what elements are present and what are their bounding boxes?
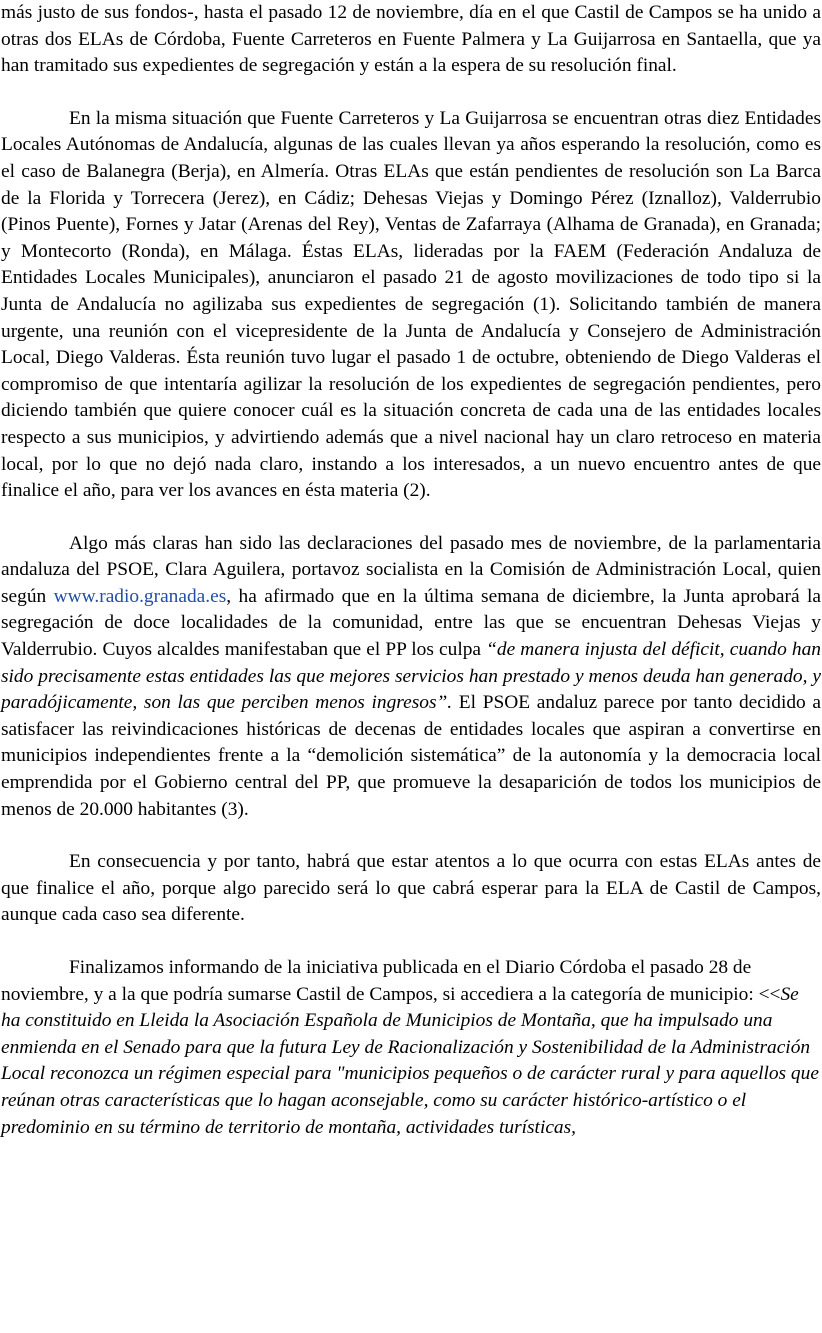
paragraph-3-text-c: El PSOE andaluz parece por tanto decidido a satisfacer las reivindicaciones históricas de decenas de entidades locales que aspiran a convertirse en municipios independientes frente a la “demolición sistemática” de la autonomía y la democracia local emprendida por el Gobierno central del PP, que promueve la desaparición de todos los municipios de menos de 20.000 habitantes (3). [1,692,821,820]
paragraph-4: En consecuencia y por tanto, habrá que estar atentos a lo que ocurra con estas ELAs antes de que finalice el año, porque algo parecido será lo que cabrá esperar para la ELA de Castil de Campos, aunque cada caso sea diferente. [1,851,821,926]
paragraph-3-quote: “de manera injusta del déficit, cuando han sido precisamente estas entidades las que mejores servicios han prestado y menos deuda han generado, y paradójicamente, son las que perciben menos ingresos”. [1,639,822,714]
paragraph-2: En la misma situación que Fuente Carreteros y La Guijarrosa se encuentran otras diez Entidades Locales Autónomas de Andalucía, algunas de las cuales llevan ya años esperando la resolución, como es el caso de Balanegra (Berja), en Almería. Otras ELAs que están pendientes de resolución son La Barca de la Florida y Torrecera (Jerez), en Cádiz; Dehesas Viejas y Domingo Pérez (Iznalloz), Valderrubio (Pinos Puente), Fornes y Jatar (Arenas del Rey), Ventas de Zafarraya (Alhama de Granada), en Granada; y Montecorto (Ronda), en Málaga. Éstas ELAs, lideradas por la FAEM (Federación Andaluza de Entidades Locales Municipales), anunciaron el pasado 21 de agosto movilizaciones de todo tipo si la Junta de Andalucía no agilizaba sus expedientes de segregación (1). Solicitando también de manera urgente, una reunión con el vicepresidente de la Junta de Andalucía y Consejero de Administración Local, Diego Valderas. Ésta reunión tuvo lugar el pasado 1 de octubre, obteniendo de Diego Valderas el compromiso de que intentaría agilizar la resolución de los expedientes de segregación pendientes, pero diciendo también que quiere conocer cuál es la situación concreta de cada una de las entidades locales respecto a sus municipios, y advirtiendo además que a nivel nacional hay un claro retroceso en materia local, por lo que no dejó nada claro, instando a los interesados, a un nuevo encuentro antes de que finalice el año, para ver los avances en ésta materia (2). [1,107,821,502]
paragraph-3-text-b: , ha afirmado que en la última semana de diciembre, la Junta aprobará la segregación de doce localidades de la comunidad, entre las que se encuentran Dehesas Viejas y Valderrubio. Cuyos alcaldes manifestaban que el PP los culpa [1,585,821,661]
paragraph-1: más justo de sus fondos-, hasta el pasado 12 de noviembre, día en el que Castil de Campos se ha unido a otras dos ELAs de Córdoba, Fuente Carreteros en Fuente Palmera y La Guijarrosa en Santaella, que ya han tramitado sus expedientes de segregación y están a la espera de su resolución final. [1,2,821,77]
document-page [1,0,821,1141]
paragraph-5-intro: Finalizamos informando de la iniciativa publicada en el Diario Córdoba el pasado 28 de noviembre, y a la que podría sumarse Castil de Campos, si accediera a la categoría de municipio: << [1,957,781,1005]
paragraph-5-quote: Se ha constituido en Lleida la Asociación Española de Municipios de Montaña, que ha impulsado una enmienda en el Senado para que la futura Ley de Racionalización y Sostenibilidad de la Administración Local reconozca un régimen especial para "municipios pequeños o de carácter rural y para aquellos que reúnan otras características que lo hagan aconsejable, como su carácter histórico-artístico o el predominio en su término de territorio de montaña, actividades turísticas, [1,983,819,1138]
paragraph-3 [1,531,821,824]
paragraph-5 [1,955,821,1141]
radio-granada-link[interactable]: www.radio.granada.es [53,585,227,607]
paragraph-3-text-a: Algo más claras han sido las declaraciones del pasado mes de noviembre, de la parlamentaria andaluza del PSOE, Clara Aguilera, portavoz socialista en la Comisión de Administración Local, quien según [1,532,821,607]
